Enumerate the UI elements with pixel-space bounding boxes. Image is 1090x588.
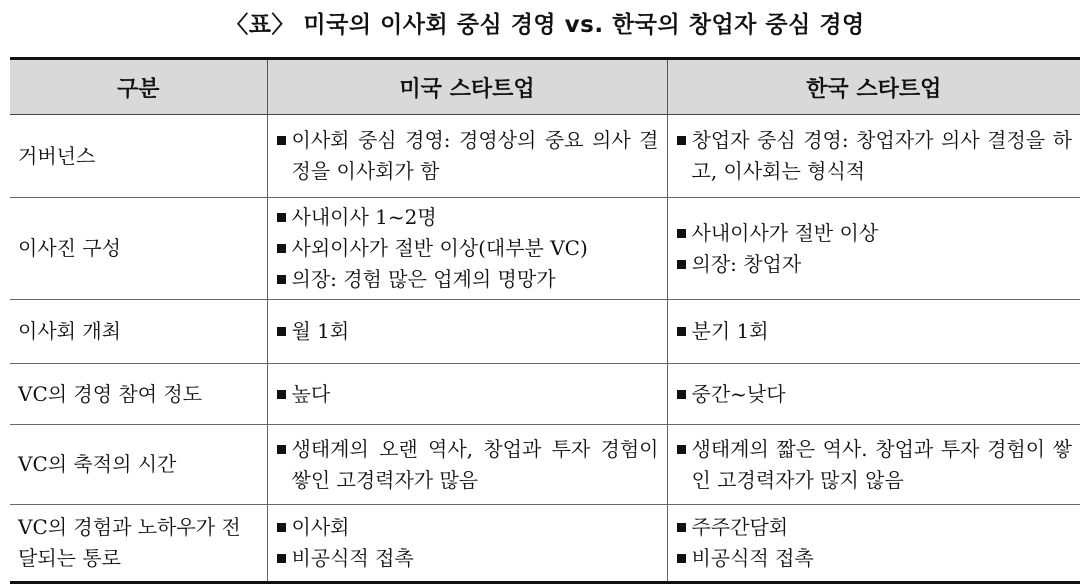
bullet-item: 비공식적 접촉	[676, 543, 1073, 574]
bullet-item: 주주간담회	[676, 512, 1073, 543]
row-label: 이사회 개최	[10, 300, 267, 364]
bullet-item: 이사회	[276, 512, 659, 543]
bullet-item: 이사회 중심 경영: 경영상의 중요 의사 결정을 이사회가 함	[276, 125, 659, 187]
bullet-item: 사외이사가 절반 이상(대부분 VC)	[276, 233, 659, 264]
table-header-row	[10, 59, 1080, 115]
kr-cell	[667, 425, 1080, 505]
table-row-vc-participation	[10, 364, 1080, 425]
table-title: 〈표〉 미국의 이사회 중심 경영 vs. 한국의 창업자 중심 경영	[225, 12, 865, 38]
us-cell	[267, 505, 667, 583]
row-label: VC의 경영 참여 정도	[10, 364, 267, 425]
bullet-item: 사내이사 1~2명	[276, 202, 659, 233]
us-cell	[267, 115, 667, 198]
bullet-item: 의장: 창업자	[676, 249, 1073, 280]
bullet-item: 창업자 중심 경영: 창업자가 의사 결정을 하고, 이사회는 형식적	[676, 125, 1073, 187]
table-row-vc-channel	[10, 505, 1080, 583]
header-us-startup: 미국 스타트업	[267, 59, 667, 115]
row-label: 이사진 구성	[10, 198, 267, 300]
bullet-item: 의장: 경험 많은 업계의 명망가	[276, 264, 659, 295]
table-row-board-composition	[10, 198, 1080, 300]
table-row-vc-accumulation	[10, 425, 1080, 505]
row-label: 거버넌스	[10, 115, 267, 198]
kr-cell	[667, 364, 1080, 425]
bullet-item: 생태계의 오랜 역사, 창업과 투자 경험이 쌓인 고경력자가 많음	[276, 434, 659, 496]
bullet-item: 월 1회	[276, 316, 659, 347]
bullet-item: 중간~낮다	[676, 379, 1073, 410]
bullet-item: 비공식적 접촉	[276, 543, 659, 574]
kr-cell	[667, 300, 1080, 364]
us-cell	[267, 198, 667, 300]
bullet-item: 생태계의 짧은 역사. 창업과 투자 경험이 쌓인 고경력자가 많지 않음	[676, 434, 1073, 496]
header-kr-startup: 한국 스타트업	[667, 59, 1080, 115]
us-cell	[267, 364, 667, 425]
header-category: 구분	[10, 59, 267, 115]
bullet-item: 분기 1회	[676, 316, 1073, 347]
table-row-governance	[10, 115, 1080, 198]
kr-cell	[667, 115, 1080, 198]
us-cell	[267, 425, 667, 505]
table-row-board-meetings	[10, 300, 1080, 364]
bullet-item: 높다	[276, 379, 659, 410]
kr-cell	[667, 198, 1080, 300]
bullet-item: 사내이사가 절반 이상	[676, 218, 1073, 249]
row-label: VC의 경험과 노하우가 전달되는 통로	[10, 505, 267, 583]
row-label: VC의 축적의 시간	[10, 425, 267, 505]
comparison-table	[10, 57, 1080, 584]
kr-cell	[667, 505, 1080, 583]
us-cell	[267, 300, 667, 364]
